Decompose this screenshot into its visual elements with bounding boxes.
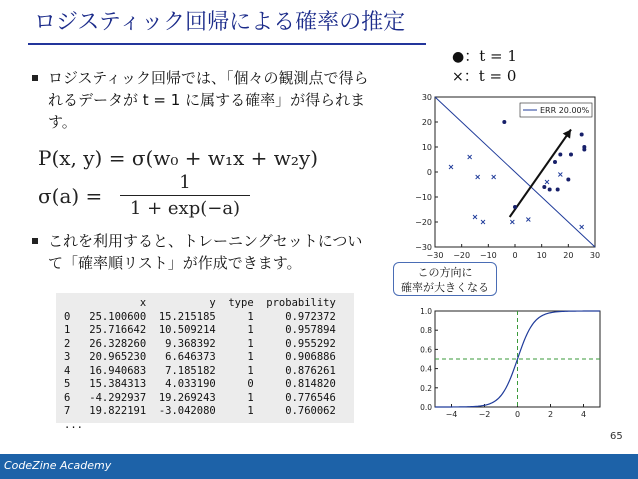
- y-tick-label: 0.8: [420, 326, 432, 336]
- bullet-1-text: ロジスティック回帰では、「個々の観測点で得られるデータが t = 1 に属する確率」が得られます。: [48, 69, 369, 131]
- x-tick-label: 0: [512, 251, 518, 260]
- cross-marker-icon: ×: [452, 69, 464, 85]
- y-tick-label: 0: [426, 168, 432, 177]
- scatter-legend-label: ERR 20.00%: [540, 106, 590, 115]
- probability-table-output: x y type probability 0 25.100600 15.215185 1 0.972372 1 25.716642 10.509214 1 0.957894 2 26.328260 9.368392 1 0.955292 3 20.965230 6.646373 1 0.906886 4 16.940683 7.185182 1 0.876261 5 15.384313 4.033190 0 0.814820 6 -4.292937 19.269243 1 0.776546 7 19.822191 -3.042080 1 0.760062 ...: [64, 297, 336, 431]
- bullet-square-icon: [32, 238, 38, 244]
- sigmoid-axes: [420, 307, 600, 419]
- y-tick-label: 0.0: [420, 403, 432, 412]
- circle-marker-icon: ●: [452, 49, 465, 65]
- circle-point: [569, 153, 573, 157]
- x-tick-label: 4: [580, 410, 587, 419]
- circle-point: [566, 178, 570, 182]
- callout-line2: 確率が大きくなる: [401, 281, 489, 294]
- fraction-bar: [120, 195, 250, 196]
- x-tick-label: −20: [453, 251, 471, 260]
- y-tick-label: −10: [415, 193, 432, 202]
- x-tick-label: −2: [478, 410, 491, 419]
- bullet-2: [34, 230, 374, 274]
- scatter-plot: [405, 94, 605, 264]
- page-number: 65: [610, 431, 623, 442]
- x-tick-label: 0: [514, 410, 521, 419]
- fraction-denominator: 1 + exp(−a): [129, 198, 241, 219]
- circle-point: [548, 188, 552, 192]
- sigmoid-formula-left: σ(a) =: [38, 184, 103, 208]
- x-tick-label: −10: [479, 251, 497, 260]
- y-tick-label: 0.6: [420, 345, 432, 355]
- legend-row1-text: ：t = 1: [464, 47, 517, 65]
- sigmoid-plot: [405, 306, 605, 424]
- circle-point: [556, 188, 560, 192]
- probability-formula: P(x, y) = σ(w₀ + w₁x + w₂y): [38, 146, 319, 170]
- x-tick-label: −4: [445, 410, 458, 419]
- fraction-numerator: 1: [179, 172, 191, 193]
- circle-point: [502, 120, 506, 124]
- x-tick-label: 20: [563, 251, 574, 260]
- bullet-square-icon: [32, 75, 38, 81]
- x-tick-label: −30: [426, 251, 444, 260]
- y-tick-label: 1.0: [420, 307, 432, 316]
- y-tick-label: 0.4: [420, 364, 432, 374]
- y-tick-label: 0.2: [420, 383, 432, 393]
- y-tick-label: 30: [421, 94, 432, 102]
- y-tick-label: 10: [421, 143, 432, 152]
- x-tick-label: 2: [547, 410, 554, 419]
- bullet-2-text: これを利用すると、トレーニングセットについて「確率順リスト」が作成できます。: [48, 232, 363, 272]
- x-tick-label: 10: [536, 251, 547, 260]
- direction-callout: [393, 262, 497, 296]
- circle-point: [558, 153, 562, 157]
- class-legend: [452, 47, 517, 87]
- bullet-1: [34, 67, 374, 133]
- circle-point: [542, 185, 546, 189]
- title-underline: [28, 43, 426, 45]
- code-output-box: [56, 293, 354, 431]
- footer-brand: CodeZine Academy: [4, 459, 112, 472]
- scatter-axes: [415, 94, 600, 260]
- sigmoid-fraction: [120, 172, 250, 219]
- callout-line1: この方向に: [417, 266, 473, 279]
- y-tick-label: 20: [421, 118, 432, 127]
- legend-row2-text: ：t = 0: [463, 67, 517, 85]
- y-tick-label: −30: [415, 243, 432, 252]
- y-tick-label: −20: [415, 218, 432, 227]
- x-tick-label: 30: [589, 251, 601, 260]
- circle-point: [513, 205, 517, 209]
- sigmoid-formula: [38, 172, 298, 218]
- circle-point: [553, 160, 557, 164]
- slide-title: ロジスティック回帰による確率の推定: [34, 10, 406, 35]
- circle-point: [580, 133, 584, 137]
- circle-point: [582, 148, 586, 152]
- footer-bar: [0, 454, 638, 479]
